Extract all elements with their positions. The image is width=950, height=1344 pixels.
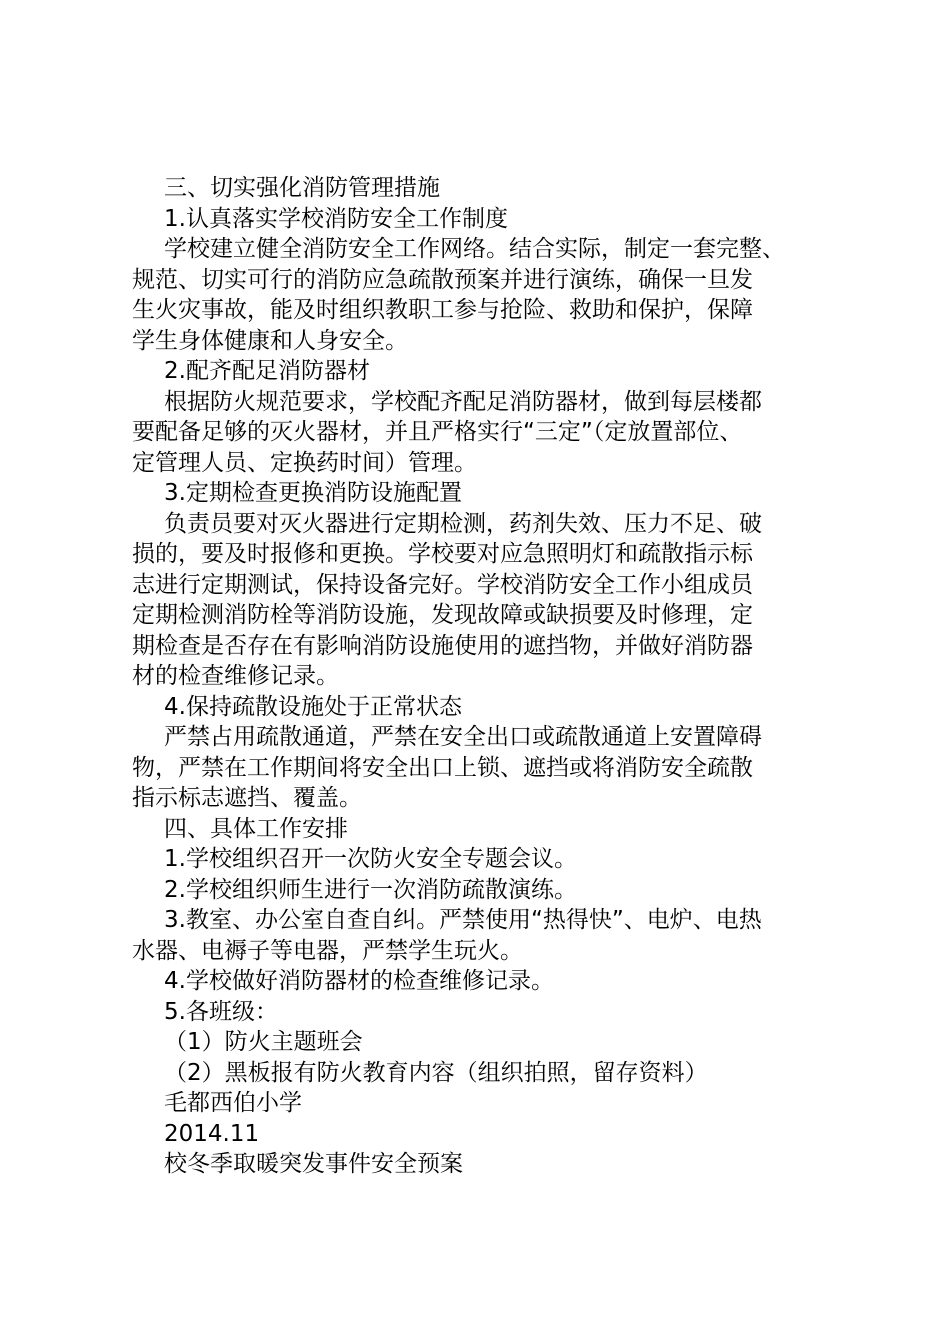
text-line: 物，严禁在工作期间将安全出口上锁、遮挡或将消防安全疏散: [132, 754, 753, 781]
text-line: 毛都西伯小学: [164, 1090, 302, 1116]
text-line: 1.认真落实学校消防安全工作制度: [164, 205, 508, 232]
text-line: 根据防火规范要求，学校配齐配足消防器材，做到每层楼都: [164, 388, 762, 415]
text-line: 4.保持疏散设施处于正常状态: [164, 693, 462, 720]
text-line: 学生身体健康和人身安全。: [132, 327, 408, 354]
text-line: 生火灾事故，能及时组织教职工参与抢险、救助和保护，保障: [132, 297, 753, 323]
document-body: [132, 173, 832, 1180]
text-line: 水器、电褥子等电器，严禁学生玩火。: [132, 937, 523, 964]
text-line: 2.学校组织师生进行一次消防疏散演练。: [164, 876, 577, 903]
text-line: 材的检查维修记录。: [132, 663, 339, 689]
text-line: 定管理人员、定换药时间）管理。: [132, 449, 477, 476]
text-line: 2014.11: [164, 1120, 260, 1147]
text-line: 3.教室、办公室自查自纠。严禁使用“热得快”、电炉、电热: [164, 907, 762, 933]
text-line: 指示标志遮挡、覆盖。: [132, 785, 362, 811]
text-line: 校冬季取暖突发事件安全预案: [164, 1151, 463, 1177]
text-line: （1）防火主题班会: [164, 1029, 363, 1055]
text-line: 1.学校组织召开一次防火安全专题会议。: [164, 846, 577, 872]
text-line: 定期检测消防栓等消防设施，发现故障或缺损要及时修理，定: [132, 602, 753, 628]
text-line: 损的，要及时报修和更换。学校要对应急照明灯和疏散指示标: [132, 541, 753, 567]
text-line: 三、切实强化消防管理措施: [164, 175, 440, 201]
text-line: 严禁占用疏散通道，严禁在安全出口或疏散通道上安置障碍: [164, 724, 762, 750]
text-line: 规范、切实可行的消防应急疏散预案并进行演练，确保一旦发: [132, 266, 753, 293]
text-line: 5.各班级：: [164, 998, 278, 1025]
text-line: 志进行定期测试，保持设备完好。学校消防安全工作小组成员: [132, 571, 753, 598]
text-line: 3.定期检查更换消防设施配置: [164, 480, 462, 506]
text-line: 负责员要对灭火器进行定期检测，药剂失效、压力不足、破: [164, 510, 762, 537]
text-line: 4.学校做好消防器材的检查维修记录。: [164, 968, 554, 994]
text-line: 期检查是否存在有影响消防设施使用的遮挡物，并做好消防器: [132, 632, 753, 659]
text-line: （2）黑板报有防火教育内容（组织拍照，留存资料）: [164, 1059, 708, 1086]
text-line: 四、具体工作安排: [164, 815, 348, 842]
text-line: 要配备足够的灭火器材，并且严格实行“三定”（定放置部位、: [132, 419, 743, 445]
text-line: 2.配齐配足消防器材: [164, 358, 370, 384]
text-line: 学校建立健全消防安全工作网络。结合实际，制定一套完整、: [164, 236, 785, 262]
